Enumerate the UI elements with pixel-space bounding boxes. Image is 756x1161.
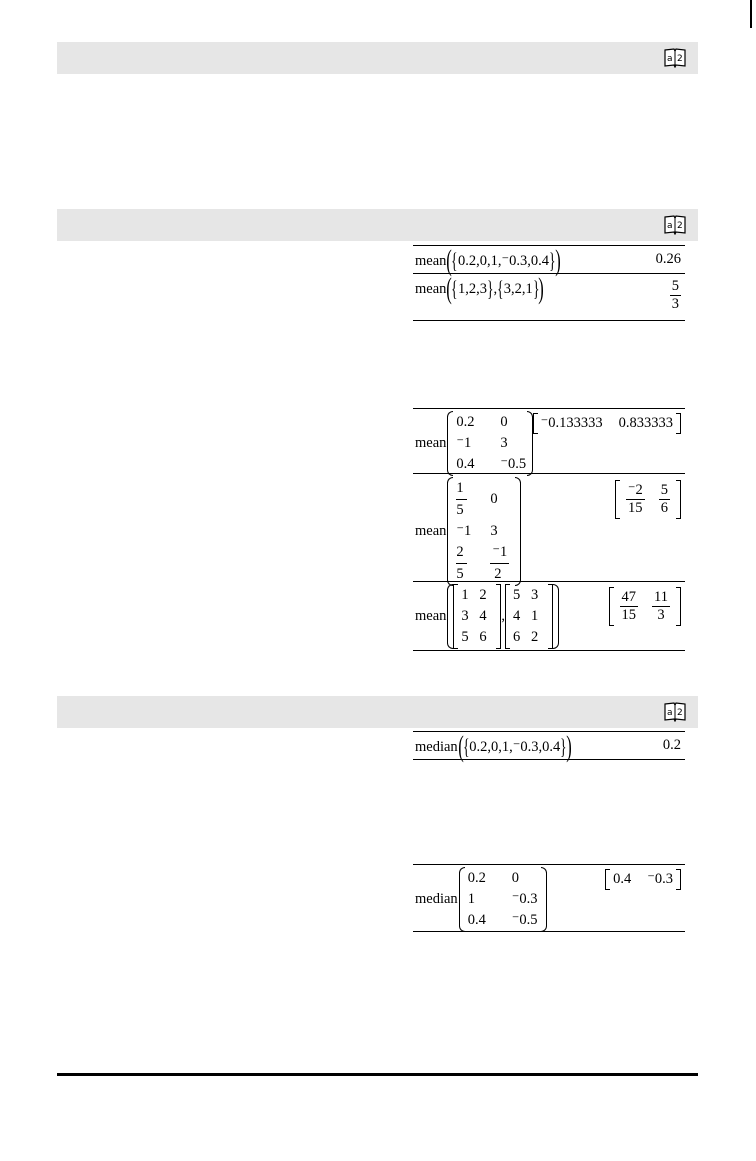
- example-row: mean 1 2 3 4 5 6 , 5 3 4 1 6 2 47 15 11 3: [413, 581, 685, 651]
- library-book-icon: [664, 701, 686, 722]
- example-row: median ( { 0.2,0,1,⁻0.3,0.4 } ) 0.2: [413, 731, 685, 760]
- svg-text:a: a: [667, 708, 673, 718]
- section-header-2: [57, 209, 698, 241]
- library-book-icon: [664, 47, 686, 68]
- svg-text:2: 2: [677, 54, 683, 64]
- library-book-icon: [664, 214, 686, 235]
- page-edge-mark: [750, 0, 752, 28]
- example-row: median 0.2 0 1 ⁻0.3 0.4 ⁻0.5 0.4 ⁻0.3: [413, 864, 685, 932]
- svg-text:a: a: [667, 54, 673, 64]
- example-row: mean ( { 1,2,3 } , { 3,2,1 } ) 5 3: [413, 273, 685, 321]
- svg-text:2: 2: [677, 708, 683, 718]
- section-header-3: [57, 696, 698, 728]
- result: 0.2: [662, 737, 681, 753]
- result-fraction: 5 3: [671, 278, 679, 312]
- svg-text:a: a: [667, 221, 673, 231]
- mean-list-examples: [413, 245, 685, 321]
- mean-matrix-examples: [413, 408, 685, 651]
- example-row: mean $\frac{1}{5}$ 0 ⁻1 3 $\frac{2}{5}$ $\frac{^-1}{2}$ ⁻2 15 5 6: [413, 473, 685, 581]
- example-row: mean ( { 0.2,0,1,⁻0.3,0.4 } ) 0.26: [413, 245, 685, 273]
- example-row: mean 0.2 0 ⁻1 3 0.4 ⁻0.5 ⁻0.133333 0.833333: [413, 408, 685, 473]
- median-matrix-example: [413, 864, 685, 932]
- median-list-example: [413, 730, 685, 763]
- result: 0.26: [655, 251, 681, 267]
- section-header-1: [57, 42, 698, 74]
- svg-text:2: 2: [677, 221, 683, 231]
- footer-rule: [57, 1073, 698, 1076]
